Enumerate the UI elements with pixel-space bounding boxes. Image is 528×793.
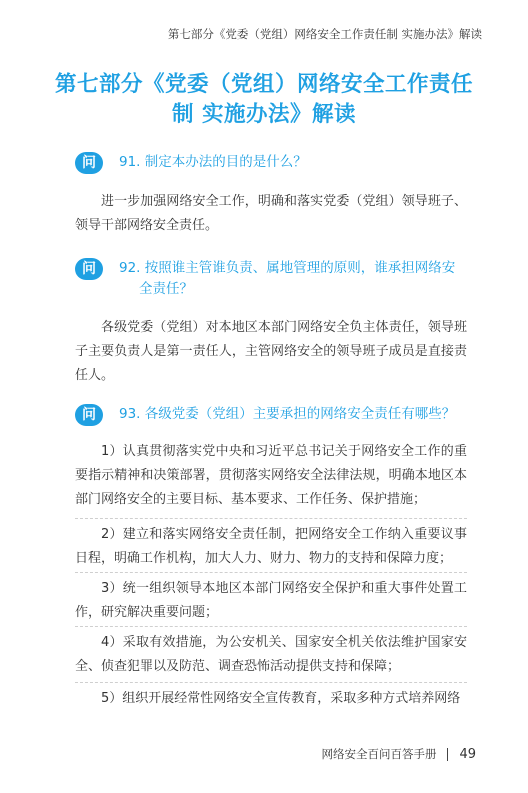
item-divider xyxy=(75,518,467,519)
answer-93-item-1: 1）认真贯彻落实党中央和习近平总书记关于网络安全工作的重要指示精神和决策部署，贯彻落实网络安全法律法规，明确本地区本部门网络安全的主要目标、基本要求、工作任务、保护措施； xyxy=(75,444,467,507)
answer-91: 进一步加强网络安全工作，明确和落实党委（党组）领导班子、领导干部网络安全责任。 xyxy=(75,194,467,233)
question-badge-icon: 问 xyxy=(75,152,103,174)
item-divider xyxy=(75,682,467,683)
question-93-text: 93. 各级党委（党组）主要承担的网络安全责任有哪些？ xyxy=(119,406,456,422)
page-title xyxy=(40,70,488,130)
answer-93-item-2: 2）建立和落实网络安全责任制，把网络安全工作纳入重要议事日程，明确工作机构，加大人力、财力、物力的支持和保障力度； xyxy=(75,527,467,566)
answer-93-item-4: 4）采取有效措施，为公安机关、国家安全机关依法维护国家安全、侦查犯罪以及防范、调查恐怖活动提供支持和保障； xyxy=(75,635,467,674)
question-badge-icon: 问 xyxy=(75,404,103,426)
running-head: 第七部分《党委（党组）网络安全工作责任制 实施办法》解读 xyxy=(167,27,482,41)
answer-93-item-5: 5）组织开展经常性网络安全宣传教育，采取多种方式培养网络 xyxy=(101,691,461,706)
answer-92: 各级党委（党组）对本地区本部门网络安全负主体责任，领导班子主要负责人是第一责任人，主管网络安全的领导班子成员是直接责任人。 xyxy=(75,320,467,383)
item-divider xyxy=(75,572,467,573)
page-title-line-2: 制 实施办法》解读 xyxy=(172,102,356,127)
page-number: 49 xyxy=(459,746,476,762)
page-footer xyxy=(321,746,476,762)
answer-93-item-3: 3）统一组织领导本地区本部门网络安全保护和重大事件处置工作，研究解决重要问题； xyxy=(75,581,467,620)
question-92-line-1: 92. 按照谁主管谁负责、属地管理的原则，谁承担网络安 xyxy=(119,260,456,276)
question-badge-icon: 问 xyxy=(75,258,103,280)
question-91-text: 91. 制定本办法的目的是什么？ xyxy=(119,154,307,170)
question-92-text xyxy=(119,258,499,300)
question-92-line-2: 全责任？ xyxy=(139,281,193,297)
footer-separator xyxy=(447,748,448,761)
footer-book-title: 网络安全百问百答手册 xyxy=(321,747,437,761)
item-divider xyxy=(75,626,467,627)
page-title-line-1: 第七部分《党委（党组）网络安全工作责任 xyxy=(54,72,473,97)
